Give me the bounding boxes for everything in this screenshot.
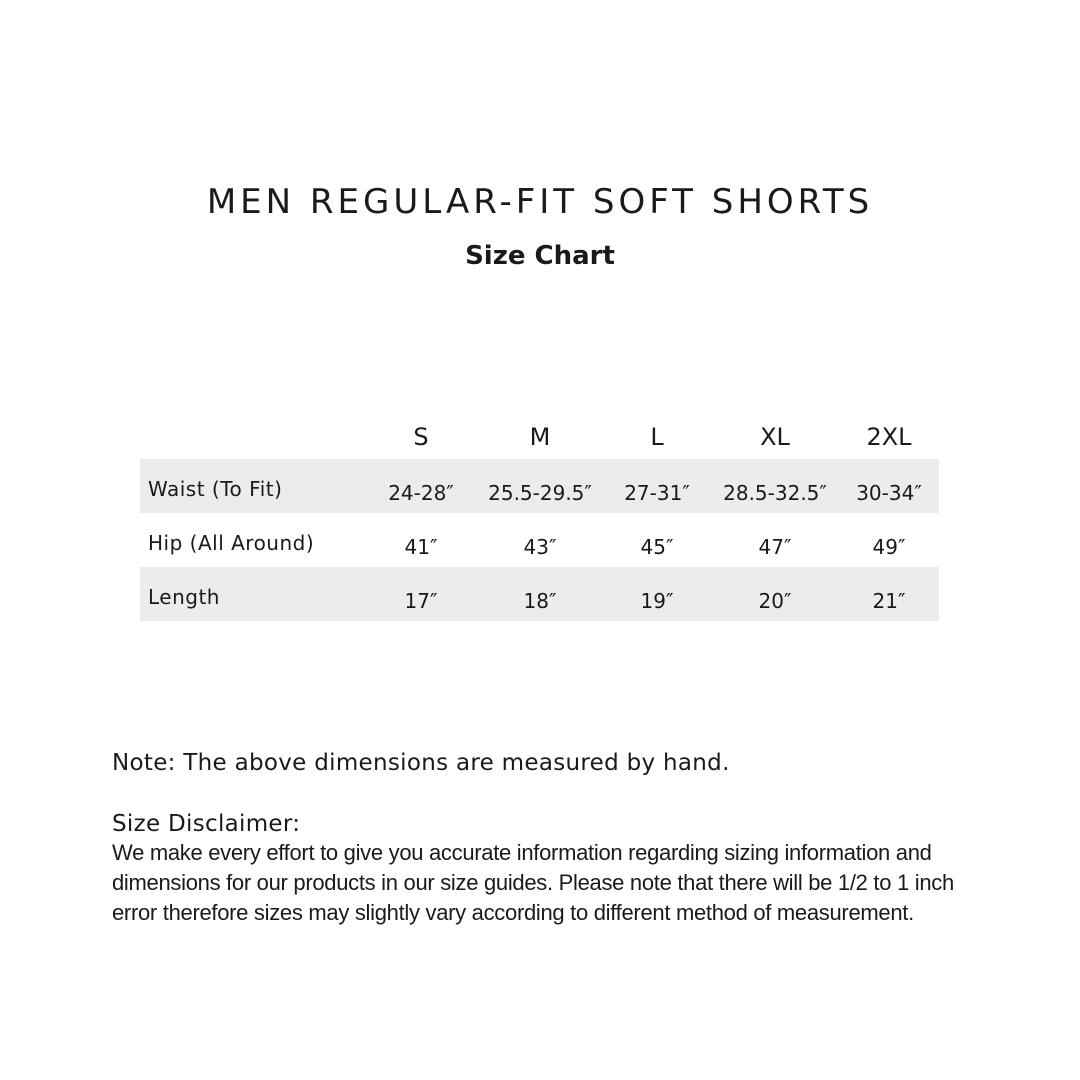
table-cell: 43″: [523, 535, 557, 559]
table-cell: 49″: [872, 535, 906, 559]
disclaimer-body: We make every effort to give you accurate information regarding sizing information and dimensions for our products in our size guides. Please note that there will be 1/2 to 1 inch error therefore sizes may slightly vary according to different method of measurement.: [112, 840, 954, 925]
table-cell: 28.5-32.5″: [711, 459, 839, 513]
table-cell: 27-31″: [603, 459, 711, 513]
table-cell: 47″: [758, 535, 792, 559]
size-header-m: M: [529, 423, 551, 451]
table-cell: 17″: [365, 567, 477, 621]
page-title: MEN REGULAR-FIT SOFT SHORTS: [206, 182, 874, 222]
table-cell: 18″: [477, 567, 603, 621]
table-row-hip: [140, 513, 939, 567]
table-row-waist: [140, 459, 939, 513]
table-cell: 45″: [640, 535, 674, 559]
size-header-row: [140, 415, 939, 459]
row-label-waist: Waist (To Fit): [140, 459, 365, 513]
table-row-length: [140, 567, 939, 621]
size-header-2xl: 2XL: [866, 423, 912, 451]
page-subtitle: Size Chart: [465, 241, 615, 271]
row-label-length: Length: [140, 567, 365, 621]
table-cell: 19″: [603, 567, 711, 621]
table-cell: 21″: [839, 567, 939, 621]
measurement-note: Note: The above dimensions are measured by hand.: [112, 750, 730, 776]
table-cell: 25.5-29.5″: [477, 459, 603, 513]
table-cell: 41″: [404, 535, 438, 559]
disclaimer-heading: Size Disclaimer:: [112, 811, 301, 837]
table-cell: 30-34″: [839, 459, 939, 513]
table-cell: 24-28″: [365, 459, 477, 513]
size-header-s: S: [413, 423, 429, 451]
size-header-l: L: [650, 423, 664, 451]
header-corner-cell: [140, 415, 365, 459]
table-cell: 20″: [711, 567, 839, 621]
size-header-xl: XL: [760, 423, 790, 451]
size-chart-table: [140, 415, 939, 621]
row-label-hip: Hip (All Around): [148, 531, 315, 555]
